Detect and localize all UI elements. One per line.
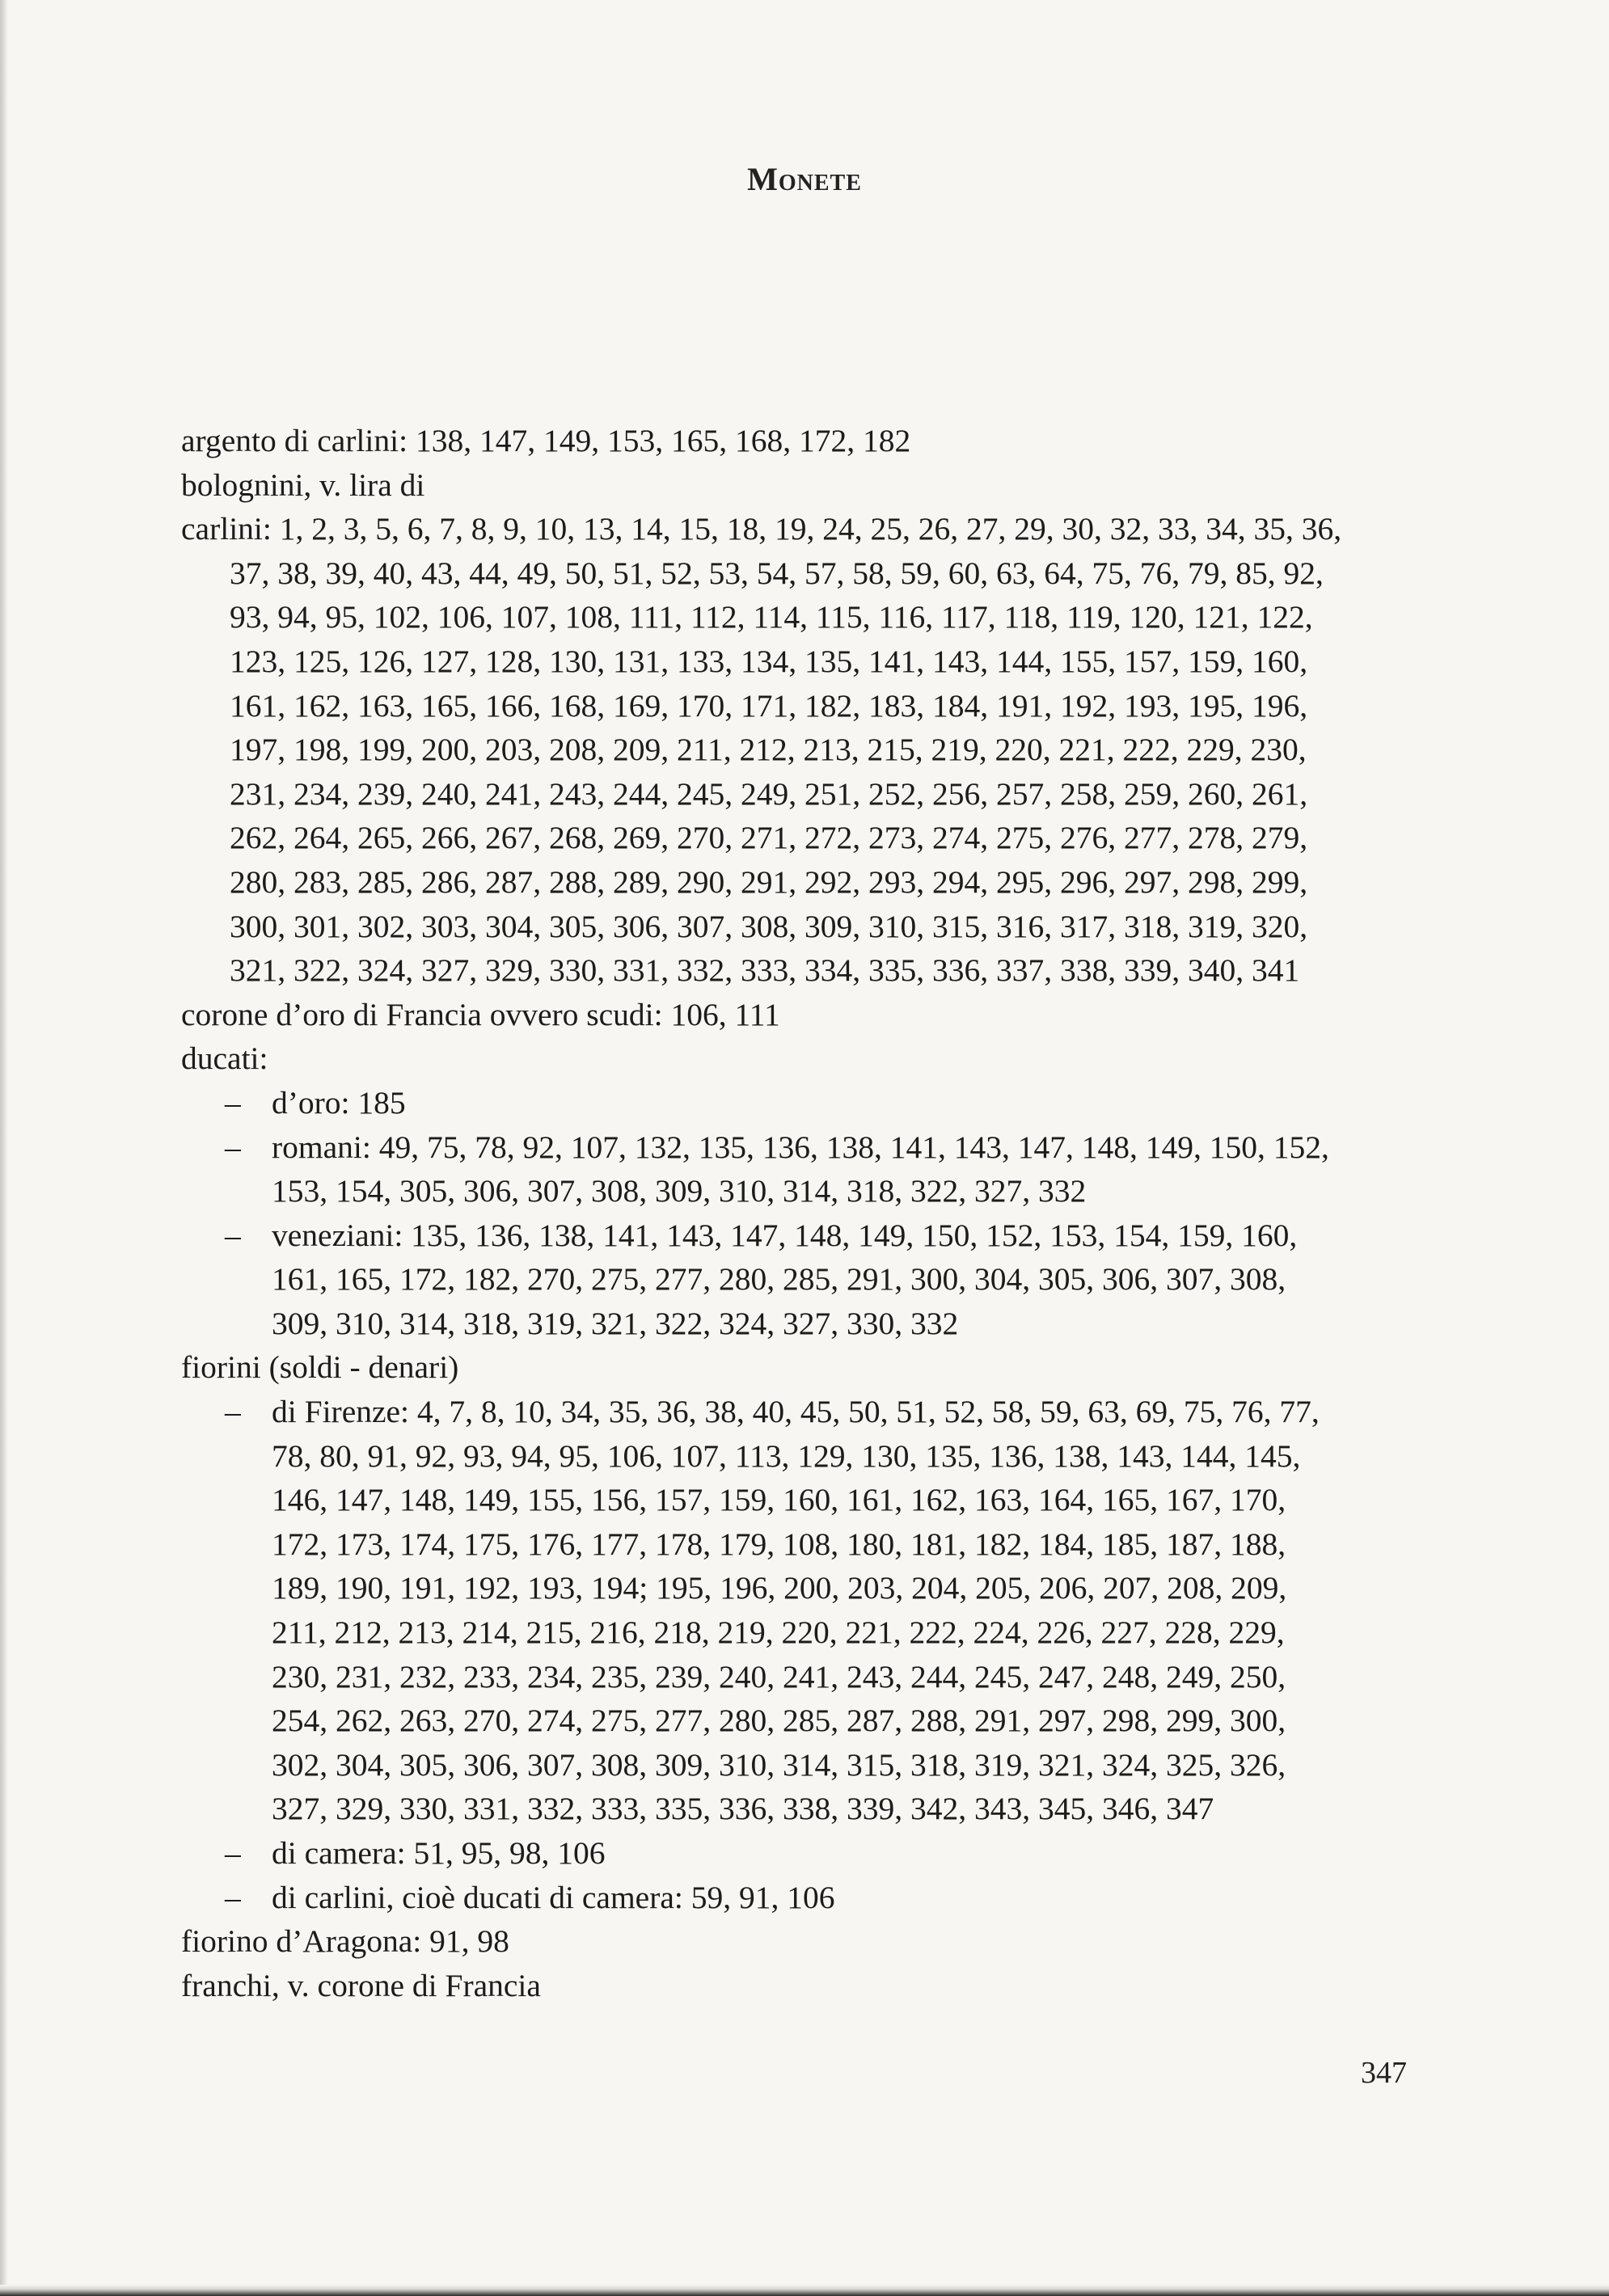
subentry-firenze-line: 146, 147, 148, 149, 155, 156, 157, 159, 160, 161, 162, 163, 164, 165, 167, 170, <box>272 1482 1286 1518</box>
subentry-text: di camera: 51, 95, 98, 106 <box>272 1835 606 1871</box>
subentry-text: d’oro: 185 <box>272 1084 406 1121</box>
subentry-ducati-romani <box>181 1125 1430 1170</box>
entry-fiorini: fiorini (soldi - denari) <box>181 1349 459 1386</box>
subentry-ducati-oro <box>181 1081 1430 1125</box>
subentry-text: veneziani: 135, 136, 138, 141, 143, 147, 148, 149, 150, 152, 153, 154, 159, 160, <box>272 1217 1298 1253</box>
page-edge-bottom <box>0 2285 1609 2296</box>
page-title: Monete <box>747 161 862 197</box>
entry-carlini-line: 37, 38, 39, 40, 43, 44, 49, 50, 51, 52, 53, 54, 57, 58, 59, 60, 63, 64, 75, 76, 79, 85, 92, <box>230 555 1324 591</box>
entry-ducati: ducati: <box>181 1040 268 1077</box>
subentry-veneziani-line: 161, 165, 172, 182, 270, 275, 277, 280, 285, 291, 300, 304, 305, 306, 307, 308, <box>272 1261 1286 1298</box>
subentry-text: di Firenze: 4, 7, 8, 10, 34, 35, 36, 38, 40, 45, 50, 51, 52, 58, 59, 63, 69, 75, 76, 77, <box>272 1394 1320 1430</box>
dash-marker: – <box>225 1835 241 1871</box>
entry-carlini-line: 321, 322, 324, 327, 329, 330, 331, 332, 333, 334, 335, 336, 337, 338, 339, 340, 341 <box>230 952 1300 989</box>
subentry-fiorini-firenze <box>181 1390 1430 1434</box>
dash-marker: – <box>225 1394 241 1430</box>
subentry-firenze-line: 230, 231, 232, 233, 234, 235, 239, 240, 241, 243, 244, 245, 247, 248, 249, 250, <box>272 1658 1286 1695</box>
subentry-firenze-line: 172, 173, 174, 175, 176, 177, 178, 179, 108, 180, 181, 182, 184, 185, 187, 188, <box>272 1526 1286 1562</box>
entry-carlini-line: 231, 234, 239, 240, 241, 243, 244, 245, 249, 251, 252, 256, 257, 258, 259, 260, 261, <box>230 775 1308 812</box>
entry-carlini-line: 161, 162, 163, 165, 166, 168, 169, 170, 171, 182, 183, 184, 191, 192, 193, 195, 196, <box>230 687 1308 724</box>
entry-corone: corone d’oro di Francia ovvero scudi: 106, 111 <box>181 996 780 1032</box>
dash-marker: – <box>225 1129 241 1165</box>
subentry-firenze-line: 211, 212, 213, 214, 215, 216, 218, 219, 220, 221, 222, 224, 226, 227, 228, 229, <box>272 1614 1285 1651</box>
entry-fiorino-aragona: fiorino d’Aragona: 91, 98 <box>181 1923 509 1960</box>
entry-carlini-line: 300, 301, 302, 303, 304, 305, 306, 307, 308, 309, 310, 315, 316, 317, 318, 319, 320, <box>230 908 1308 944</box>
entry-bolognini: bolognini, v. lira di <box>181 466 425 503</box>
entry-carlini: carlini: 1, 2, 3, 5, 6, 7, 8, 9, 10, 13, 14, 15, 18, 19, 24, 25, 26, 27, 29, 30, 32, 33, 34, 35, 36, <box>181 511 1342 547</box>
coin-index <box>181 419 1430 2007</box>
entry-carlini-line: 197, 198, 199, 200, 203, 208, 209, 211, 212, 213, 215, 219, 220, 221, 222, 229, 230, <box>230 732 1307 768</box>
subentry-text: di carlini, cioè ducati di camera: 59, 91, 106 <box>272 1879 835 1915</box>
page-edge-shadow <box>0 0 8 2296</box>
entry-carlini-line: 280, 283, 285, 286, 287, 288, 289, 290, 291, 292, 293, 294, 295, 296, 297, 298, 299, <box>230 863 1308 900</box>
entry-carlini-line: 262, 264, 265, 266, 267, 268, 269, 270, 271, 272, 273, 274, 275, 276, 277, 278, 279, <box>230 820 1308 856</box>
subentry-fiorini-camera <box>181 1831 1430 1876</box>
dash-marker: – <box>225 1217 241 1253</box>
dash-marker: – <box>225 1879 241 1915</box>
subentry-romani-line: 153, 154, 305, 306, 307, 308, 309, 310, 314, 318, 322, 327, 332 <box>272 1173 1087 1209</box>
subentry-firenze-line: 78, 80, 91, 92, 93, 94, 95, 106, 107, 113, 129, 130, 135, 136, 138, 143, 144, 145, <box>272 1437 1301 1474</box>
subentry-text: romani: 49, 75, 78, 92, 107, 132, 135, 136, 138, 141, 143, 147, 148, 149, 150, 152, <box>272 1129 1329 1165</box>
page-number: 347 <box>1361 2056 1407 2090</box>
subentry-firenze-line: 327, 329, 330, 331, 332, 333, 335, 336, 338, 339, 342, 343, 345, 346, 347 <box>272 1791 1214 1827</box>
entry-franchi: franchi, v. corone di Francia <box>181 1967 541 2003</box>
dash-marker: – <box>225 1084 241 1121</box>
entry-carlini-line: 123, 125, 126, 127, 128, 130, 131, 133, 134, 135, 141, 143, 144, 155, 157, 159, 160, <box>230 643 1308 679</box>
entry-argento: argento di carlini: 138, 147, 149, 153, 165, 168, 172, 182 <box>181 423 911 458</box>
subentry-veneziani-line: 309, 310, 314, 318, 319, 321, 322, 324, 327, 330, 332 <box>272 1305 959 1341</box>
subentry-firenze-line: 189, 190, 191, 192, 193, 194; 195, 196, 200, 203, 204, 205, 206, 207, 208, 209, <box>272 1570 1287 1606</box>
subentry-firenze-line: 302, 304, 305, 306, 307, 308, 309, 310, 314, 315, 318, 319, 321, 324, 325, 326, <box>272 1746 1286 1783</box>
subentry-firenze-line: 254, 262, 263, 270, 274, 275, 277, 280, 285, 287, 288, 291, 297, 298, 299, 300, <box>272 1703 1286 1739</box>
entry-carlini-line: 93, 94, 95, 102, 106, 107, 108, 111, 112, 114, 115, 116, 117, 118, 119, 120, 121, 122, <box>230 599 1313 635</box>
subentry-ducati-veneziani <box>181 1213 1430 1258</box>
subentry-fiorini-carlini <box>181 1876 1430 1920</box>
